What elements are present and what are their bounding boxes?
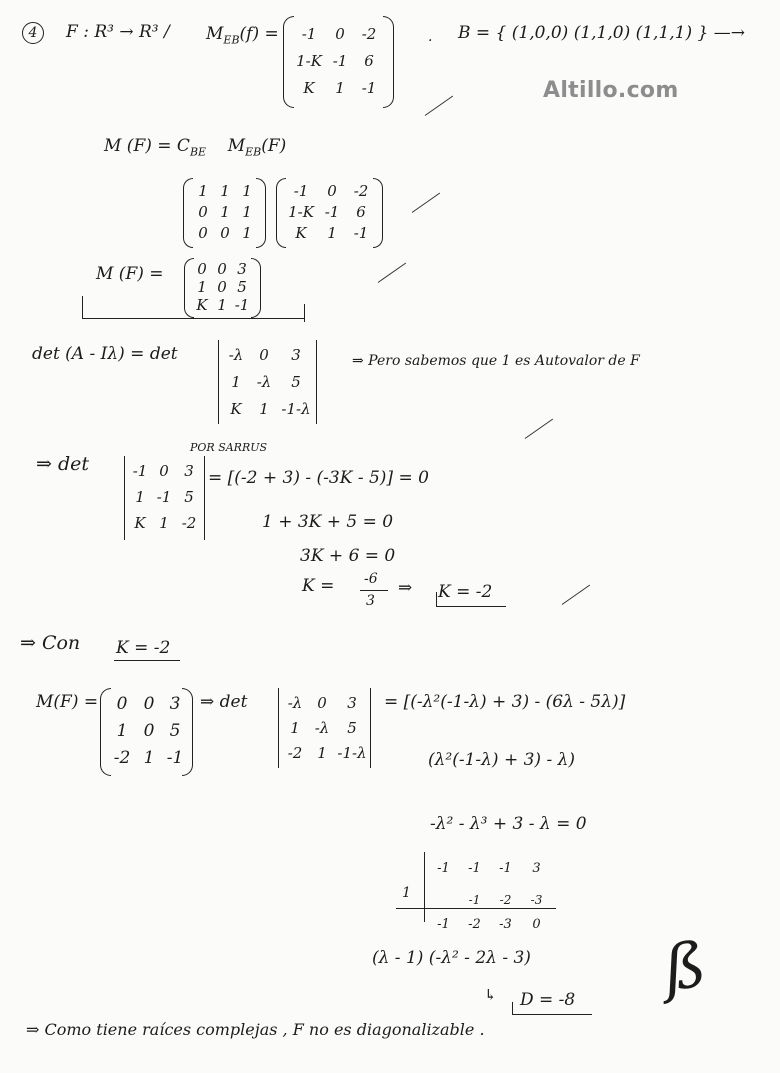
- matrix-cell: 3: [291, 346, 301, 365]
- ruffini-vertical: [424, 852, 425, 922]
- matrix-cell: -1: [324, 202, 340, 221]
- matrix-cell: 5: [169, 720, 181, 741]
- matrix-cell: -3: [499, 916, 512, 932]
- matrix-cell: -1: [234, 296, 250, 314]
- matrix-cell: 3: [237, 260, 247, 278]
- matrix-cell: -λ: [256, 372, 272, 391]
- matrix-cell: -1: [437, 916, 450, 932]
- matrix-cell: 0: [197, 260, 207, 278]
- matrix-cell: -2: [113, 748, 131, 769]
- final-expr-3: -λ² - λ³ + 3 - λ = 0: [430, 814, 587, 834]
- matrix-cell: -2: [287, 744, 303, 763]
- matrix-cell: K: [134, 514, 146, 532]
- matrix-cell: -2: [353, 181, 369, 200]
- matrix-paren-right: [383, 16, 394, 108]
- map-definition: F : R³ → R³ /: [66, 22, 170, 42]
- con-value: K = -2: [116, 638, 171, 658]
- fraction-numerator: -6: [364, 571, 378, 587]
- matrix-cell: -1: [437, 860, 450, 876]
- matrix-cell: 0: [198, 224, 208, 243]
- matrix-cell: 0: [159, 462, 169, 480]
- matrix-cell: -1: [156, 488, 172, 506]
- matrix-cell: -1: [301, 24, 317, 43]
- basis-definition: B = { (1,0,0) (1,1,0) (1,1,1) } —→: [458, 23, 745, 43]
- matrix-det-lambda: [222, 342, 314, 422]
- final-expr-2: (λ²(-1-λ) + 3) - λ): [428, 750, 576, 770]
- mf-equation: M $(F) = C_{BE}$ $M_{EB}(F)$: [104, 136, 287, 159]
- matrix-cell: 1: [220, 202, 230, 221]
- matrix-cell: 1: [290, 718, 300, 737]
- grader-signature: ß: [659, 927, 711, 1006]
- matrix-cell: 5: [291, 372, 301, 391]
- matrix-cell: 1: [231, 372, 241, 391]
- det-final-prefix: ⇒ det: [200, 692, 248, 712]
- sarrus-result: = [(-2 + 3) - (-3K - 5)] = 0: [208, 468, 429, 488]
- matrix-cell: 3: [184, 462, 194, 480]
- matrix-cell: 1-K: [296, 51, 322, 70]
- box-underline: [82, 318, 304, 319]
- con-prefix: ⇒ Con: [20, 632, 81, 654]
- matrix-cell: 0: [220, 224, 230, 243]
- sarrus-step-1: 1 + 3K + 5 = 0: [262, 512, 394, 532]
- matrix-cell: 3: [169, 693, 181, 714]
- matrix-mf: [192, 260, 252, 314]
- meb-label: $M_{EB}(f)$ =: [206, 24, 279, 47]
- matrix-cell: 0: [532, 916, 541, 932]
- matrix-cell: 1: [198, 181, 208, 200]
- matrix-meb-2: [284, 180, 376, 244]
- det-lambda-label: det (A - Iλ) = det: [32, 344, 178, 364]
- matrix-cbe: [192, 180, 258, 244]
- ruffini-row-3: [428, 914, 552, 934]
- matrix-cell: 0: [198, 202, 208, 221]
- matrix-cell: 0: [217, 260, 227, 278]
- k-result: K = -2: [438, 582, 493, 602]
- matrix-sarrus: [128, 458, 202, 536]
- sarrus-step-2: 3K + 6 = 0: [300, 546, 396, 566]
- matrix-cell: -λ: [287, 693, 303, 712]
- matrix-cell: 1: [317, 744, 327, 763]
- matrix-cell: 1: [259, 399, 269, 418]
- matrix-cell: -3: [530, 893, 543, 907]
- matrix-cell: -λ: [314, 718, 330, 737]
- matrix-cell: 1: [135, 488, 145, 506]
- mf-boxed-label: M (F) =: [96, 264, 164, 284]
- matrix-cell: 5: [237, 278, 247, 296]
- check-mark: [425, 96, 453, 116]
- matrix-cell: K: [230, 399, 242, 418]
- ruffini-row-1: [428, 858, 552, 878]
- ruffini-horizontal: [396, 908, 556, 909]
- matrix-cell: 5: [184, 488, 194, 506]
- matrix-cell: 0: [116, 693, 128, 714]
- implies-arrow: ⇒: [398, 578, 413, 598]
- matrix-cell: 1: [217, 296, 227, 314]
- discriminant: D = -8: [520, 990, 576, 1010]
- matrix-cell: -1: [353, 224, 369, 243]
- matrix-cell: 6: [356, 202, 366, 221]
- matrix-cell: 1: [335, 79, 345, 98]
- matrix-cell: -λ: [228, 346, 244, 365]
- matrix-cell: -2: [181, 514, 197, 532]
- matrix-cell: -1: [332, 51, 348, 70]
- matrix-cell: -2: [361, 24, 377, 43]
- matrix-cell: 1: [242, 224, 252, 243]
- matrix-cell: -1: [468, 893, 481, 907]
- matrix-cell: 1: [220, 181, 230, 200]
- matrix-cell: K: [196, 296, 208, 314]
- matrix-cell: 0: [143, 720, 155, 741]
- matrix-cell: 1: [327, 224, 337, 243]
- watermark-logo: Altillo.com: [543, 78, 679, 103]
- exam-page: Altillo.com 4 F : R³ → R³ / $M_{EB}(f)$ = -1 0 -2 1-K -1 6 K 1 -1 . B = { (1,0,0) (1,1,0) (1,1,1) } —→ M $(F) = C_{BE}$ $M_{EB}(F)$ 1 1 1 0 1 1 0 0 1 -1 0 -2 1-K -1 6 K 1 -1 M (F) = 0 0 3 1 0 5 K 1 -1 det (A - Iλ) = det -λ 0 3 1 -λ 5 K 1 -1-λ ⇒ Pero sabemos que 1 es Autovalor de F ⇒ det POR SARRUS -1 0 3 1 -1 5 K 1 -2 = [(-2 + 3) - (-3K - 5)] = 0 1 + 3K + 5 = 0 3K + 6 = 0 K = -6 3 ⇒ K = -2 ⇒ Con K = -2 M(F) = 0 0 3 1 0 5 -2 1 -1 ⇒ det -λ 0 3 1 -λ 5 -2 1 -1-λ = [(-λ²(-1-λ) + 3) - (6λ - 5λ)] (λ²(-1-λ) + 3) - λ) -λ² - λ³ + 3 - λ = 0 -1 -1 -1 3 1 -1 -2 -3 -1 -2 -3 0 (λ - 1) (-λ² - 2λ - 3) ↳ D = -8 ⇒ Como tiene raíces complejas , F no es diagonalizable . ß: [0, 0, 780, 1073]
- sarrus-prefix: ⇒ det: [36, 453, 90, 475]
- matrix-cell: -1: [361, 79, 377, 98]
- matrix-cell: -2: [499, 893, 512, 907]
- matrix-cell: 1-K: [288, 202, 314, 221]
- mf-final-label: M(F) =: [36, 692, 99, 712]
- matrix-cell: 0: [259, 346, 269, 365]
- final-expr-1: = [(-λ²(-1-λ) + 3) - (6λ - 5λ)]: [384, 692, 626, 712]
- exercise-number: 4: [22, 22, 44, 44]
- matrix-cell: K: [295, 224, 307, 243]
- conclusion: ⇒ Como tiene raíces complejas , F no es diagonalizable .: [26, 1020, 485, 1039]
- eigenvalue-note: ⇒ Pero sabemos que 1 es Autovalor de F: [352, 353, 640, 369]
- matrix-cell: -1: [293, 181, 309, 200]
- matrix-cell: 1: [159, 514, 169, 532]
- matrix-cell: -1: [132, 462, 148, 480]
- matrix-cell: 1: [242, 202, 252, 221]
- matrix-cell: 3: [347, 693, 357, 712]
- matrix-cell: 6: [364, 51, 374, 70]
- matrix-cell: -1-λ: [337, 744, 367, 763]
- matrix-cell: 5: [347, 718, 357, 737]
- matrix-cell: 1: [116, 720, 128, 741]
- matrix-cell: -1: [166, 748, 184, 769]
- matrix-cell: 3: [532, 860, 541, 876]
- matrix-cell: 0: [335, 24, 345, 43]
- matrix-cell: K: [303, 79, 315, 98]
- matrix-cell: -1-λ: [281, 399, 311, 418]
- matrix-cell: -1: [499, 860, 512, 876]
- matrix-mf-k: [108, 690, 188, 772]
- matrix-cell: 1: [143, 748, 155, 769]
- sarrus-label: POR SARRUS: [190, 441, 268, 454]
- matrix-cell: -2: [468, 916, 481, 932]
- factorization: (λ - 1) (-λ² - 2λ - 3): [372, 948, 531, 968]
- sarrus-step-3: K =: [302, 576, 335, 596]
- matrix-cell: 0: [327, 181, 337, 200]
- matrix-meb: [292, 20, 384, 102]
- ruffini-root: 1: [402, 885, 411, 901]
- ruffini-row-2: [459, 892, 552, 908]
- matrix-cell: 1: [242, 181, 252, 200]
- matrix-cell: 0: [317, 693, 327, 712]
- matrix-cell: 1: [197, 278, 207, 296]
- matrix-cell: -1: [468, 860, 481, 876]
- fraction-denominator: 3: [366, 593, 375, 609]
- matrix-cell: 0: [143, 693, 155, 714]
- matrix-cell: 0: [217, 278, 227, 296]
- matrix-det-k: [282, 690, 368, 766]
